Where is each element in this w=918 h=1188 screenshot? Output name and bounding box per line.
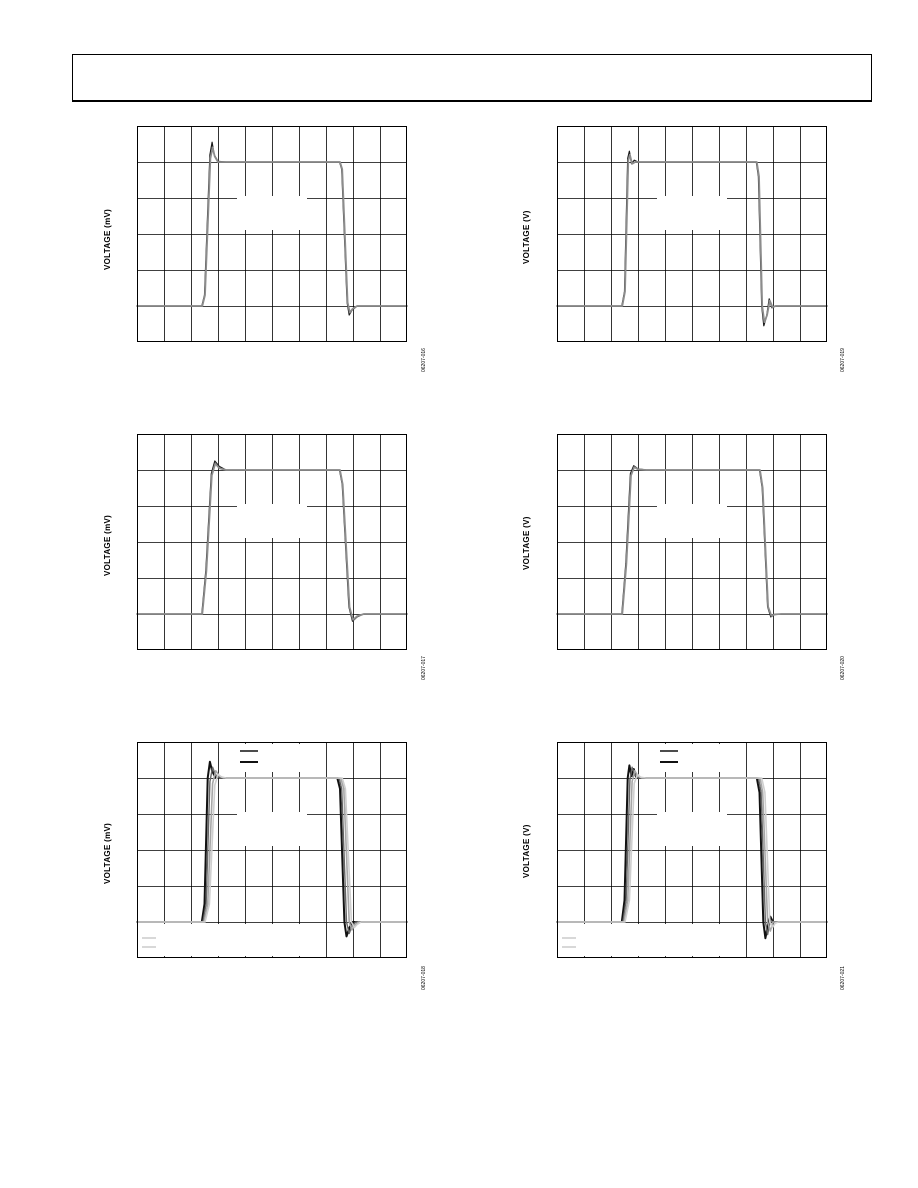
series-line-1 xyxy=(137,762,407,937)
chart-p3-ylabel: VOLTAGE (mV) xyxy=(103,514,112,576)
chart-p2 xyxy=(557,126,827,342)
chart-p6-fig-number: 06207-021 xyxy=(840,966,846,990)
series-line-1 xyxy=(557,466,827,617)
chart-p3 xyxy=(137,434,407,650)
series-line-4 xyxy=(557,774,827,927)
chart-p2-fig-number: 06207-019 xyxy=(840,348,846,372)
annotation-mask xyxy=(657,196,727,230)
chart-p4-fig-number: 06207-020 xyxy=(840,656,846,680)
series-line-1 xyxy=(557,765,827,938)
chart-p1 xyxy=(137,126,407,342)
page-header-box xyxy=(72,54,872,102)
plot-frame xyxy=(138,127,407,342)
legend-box-bottom xyxy=(139,924,325,956)
chart-p4-ylabel: VOLTAGE (V) xyxy=(522,516,531,570)
chart-p1-fig-number: 06207-016 xyxy=(421,348,427,372)
series-line-4 xyxy=(137,774,407,927)
plot-frame xyxy=(558,127,827,342)
chart-p3-svg xyxy=(137,434,407,650)
chart-p4-svg xyxy=(557,434,827,650)
series-line-2 xyxy=(557,467,827,616)
chart-p2-ylabel: VOLTAGE (V) xyxy=(522,210,531,264)
series-line-1 xyxy=(557,151,827,326)
annotation-mask xyxy=(237,504,307,538)
chart-p2-svg xyxy=(557,126,827,342)
legend-box-bottom xyxy=(559,924,745,956)
chart-p1-svg xyxy=(137,126,407,342)
annotation-mask xyxy=(237,812,307,846)
series-line-1 xyxy=(137,461,407,621)
chart-p5 xyxy=(137,742,407,958)
series-line-3 xyxy=(557,771,827,931)
series-line-2 xyxy=(557,767,827,934)
chart-p3-fig-number: 06207-017 xyxy=(421,656,427,680)
series-line-2 xyxy=(557,155,827,322)
legend-box-top xyxy=(652,744,734,772)
series-line-2 xyxy=(137,148,407,313)
chart-p6-ylabel: VOLTAGE (V) xyxy=(522,824,531,878)
annotation-mask xyxy=(237,196,307,230)
legend-box-top xyxy=(232,744,314,772)
chart-p5-ylabel: VOLTAGE (mV) xyxy=(103,822,112,884)
chart-p4 xyxy=(557,434,827,650)
annotation-mask xyxy=(657,812,727,846)
series-line-2 xyxy=(137,464,407,620)
plot-frame xyxy=(138,435,407,650)
chart-p5-fig-number: 06207-018 xyxy=(421,966,427,990)
annotation-mask xyxy=(657,504,727,538)
plot-frame xyxy=(558,435,827,650)
chart-p6 xyxy=(557,742,827,958)
chart-p1-ylabel: VOLTAGE (mV) xyxy=(103,208,112,270)
chart-p5-svg xyxy=(137,742,407,958)
chart-p6-svg xyxy=(557,742,827,958)
